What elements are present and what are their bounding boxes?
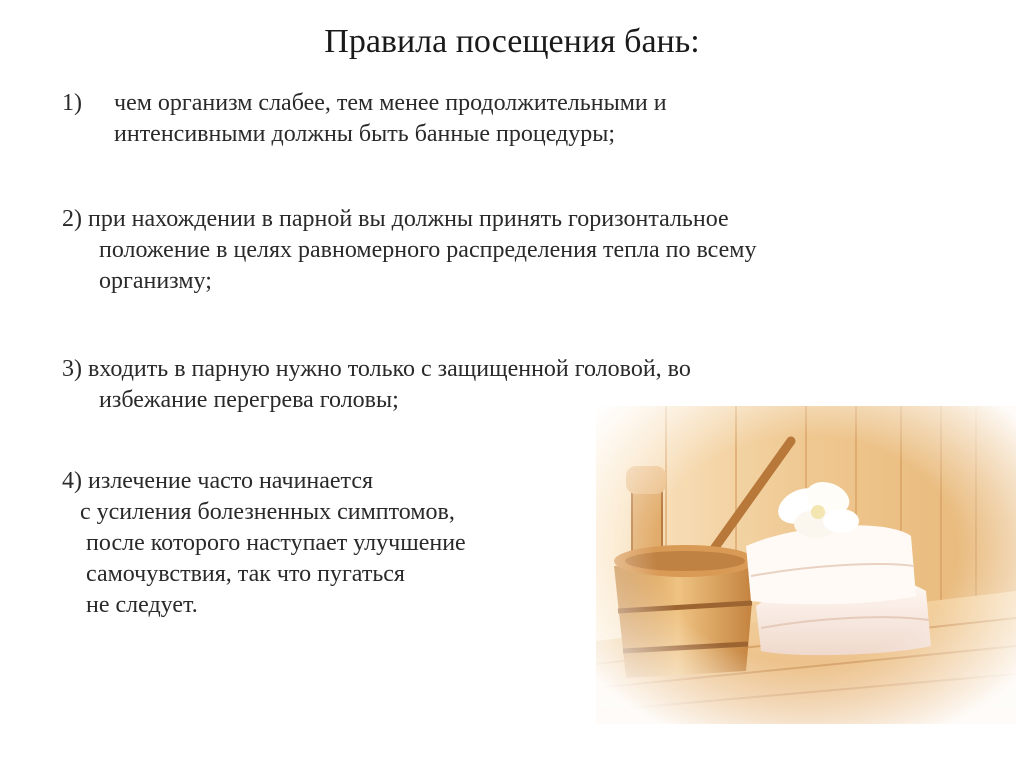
rule-line: чем организм слабее, тем менее продолжительными и (114, 90, 667, 116)
rule-item-4 (62, 466, 466, 621)
rule-line: не следует. (86, 592, 198, 618)
rule-item-1 (62, 88, 667, 150)
rule-line: избежание перегрева головы; (99, 387, 399, 413)
rule-line: после которого наступает улучшение (86, 530, 466, 556)
rule-line: с усиления болезненных симптомов, (80, 499, 455, 525)
rule-item-2 (62, 204, 756, 297)
rule-line: организму; (99, 268, 212, 294)
slide-title: Правила посещения бань: (324, 23, 700, 60)
rule-number: 1) (62, 90, 82, 116)
rule-line: 2) при нахождении в парной вы должны принять горизонтальное (62, 206, 729, 232)
sauna-photo (596, 406, 1016, 724)
rule-line: самочувствия, так что пугаться (86, 561, 405, 587)
rule-line: интенсивными должны быть банные процедуры; (114, 121, 616, 147)
rule-line: 3) входить в парную нужно только с защищенной головой, во (62, 356, 691, 382)
rule-line: положение в целях равномерного распределения тепла по всему (99, 237, 757, 263)
rule-line: 4) излечение часто начинается (62, 468, 374, 494)
